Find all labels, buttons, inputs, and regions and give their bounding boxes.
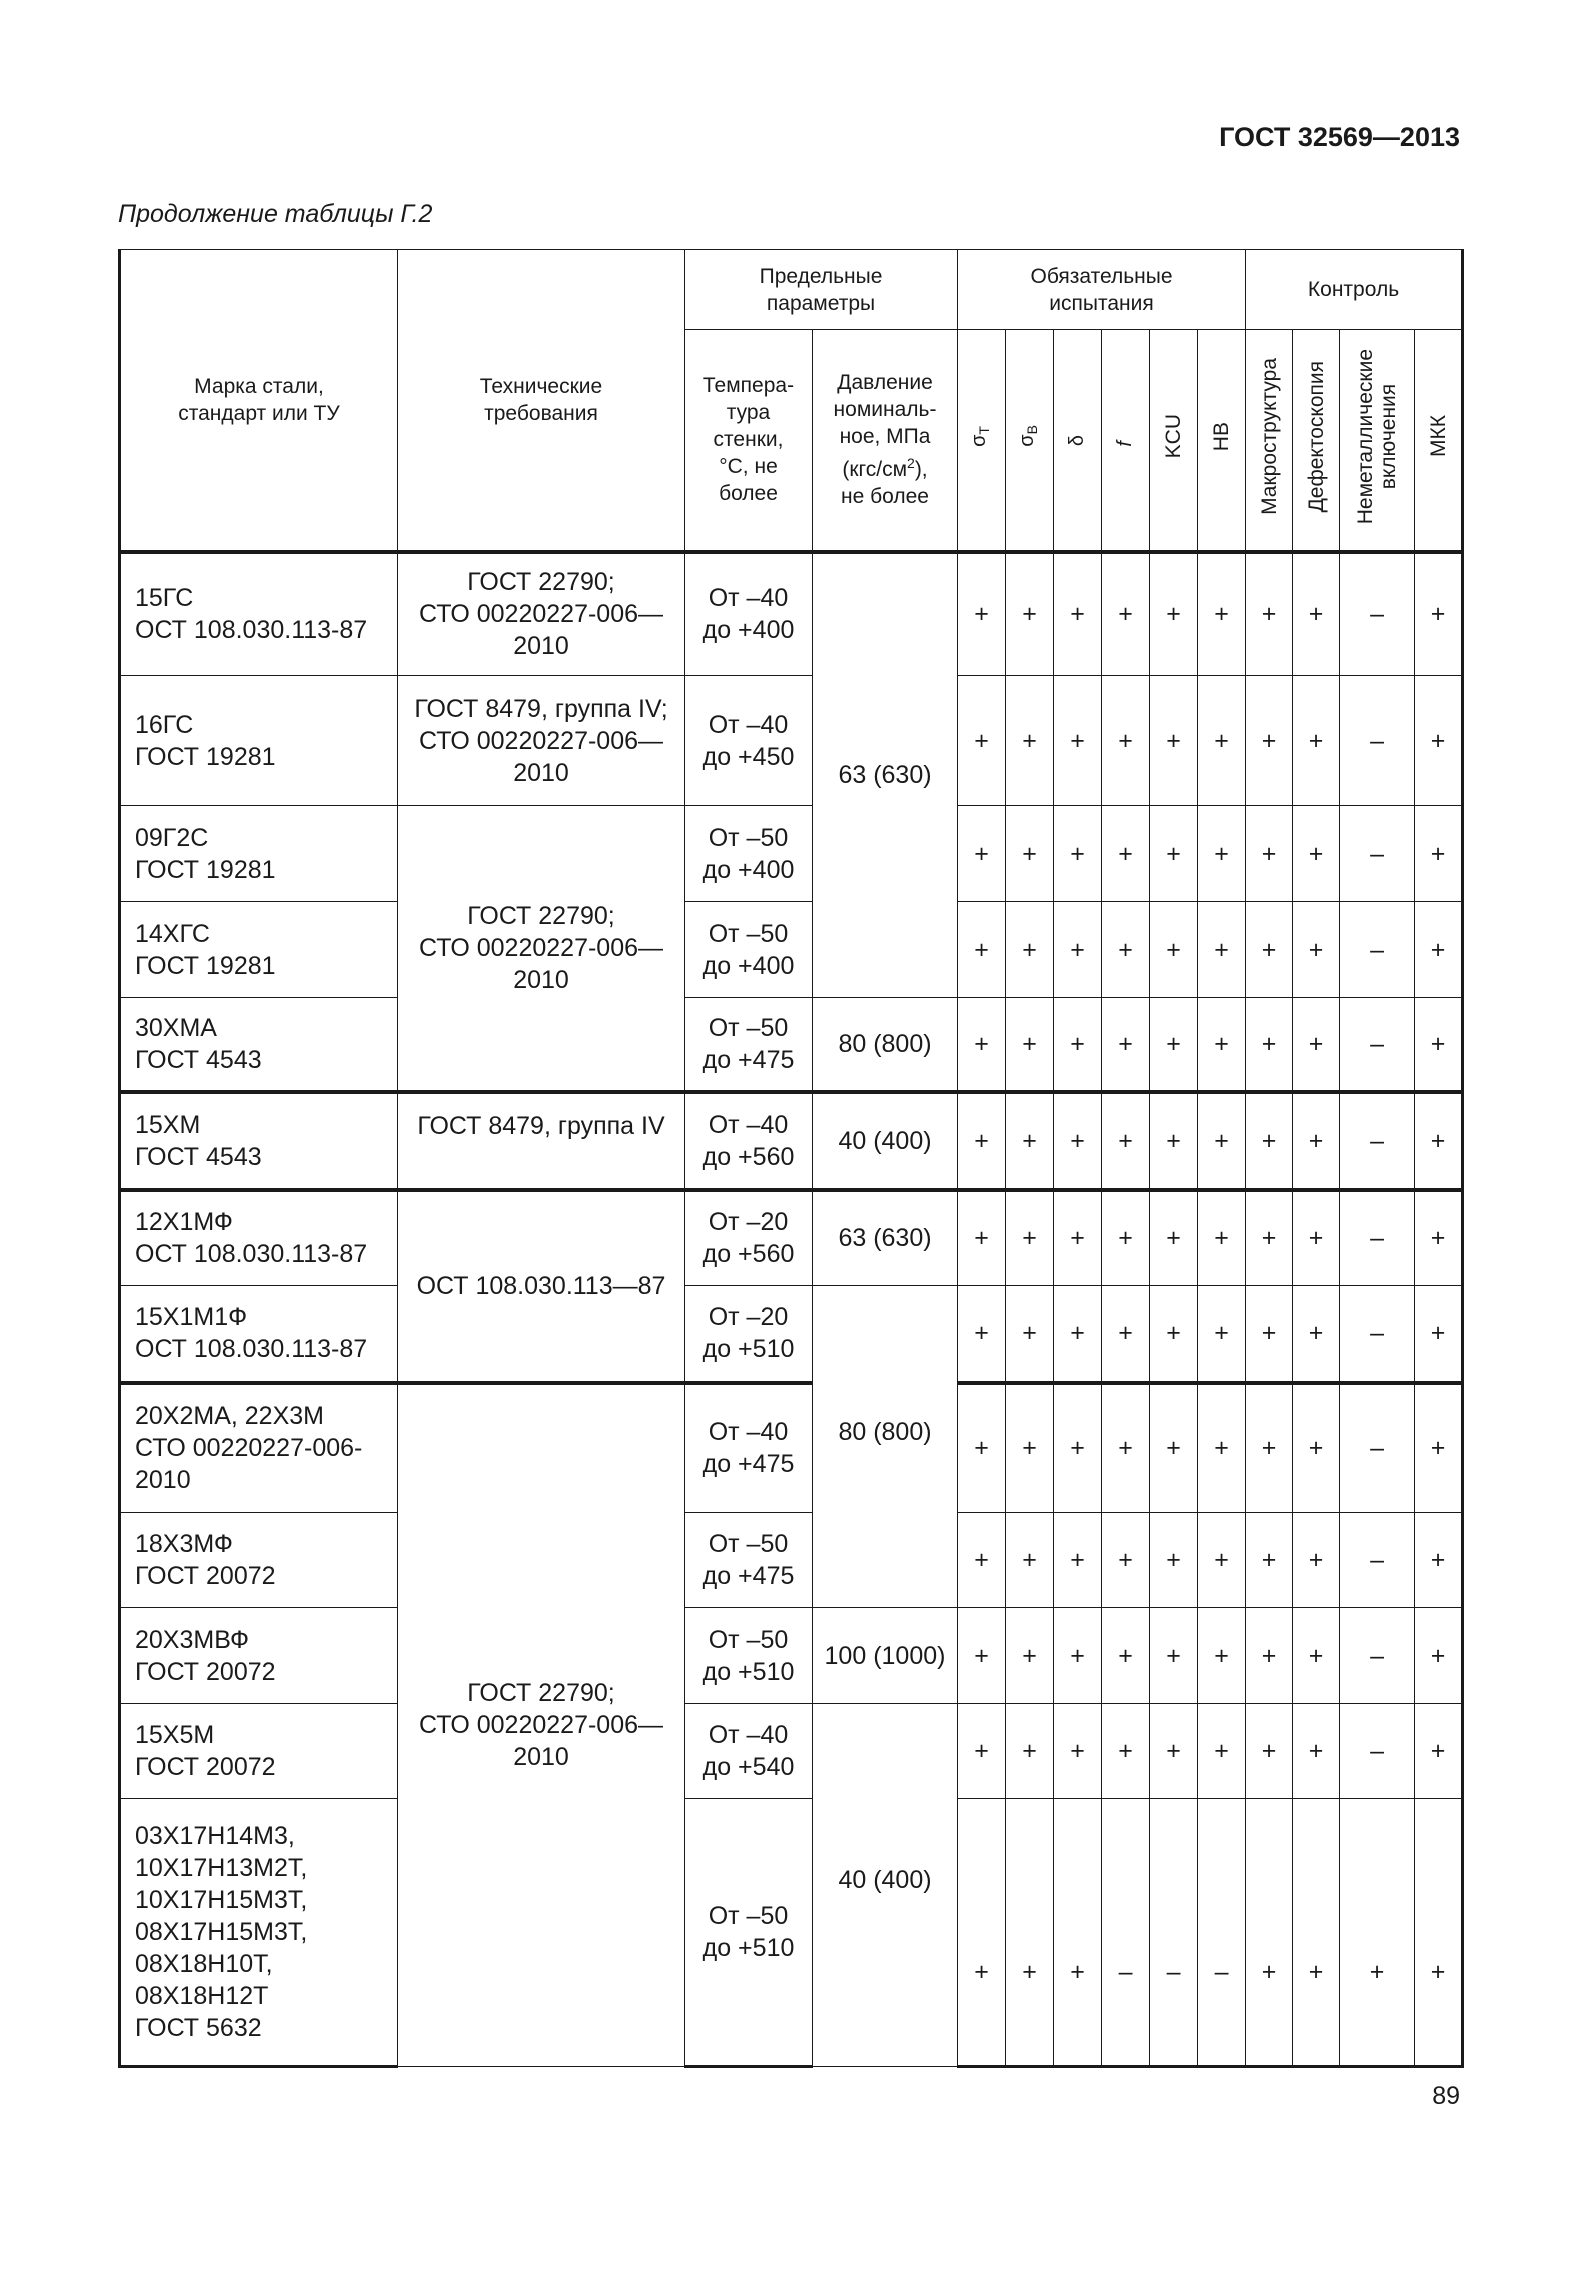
mkk-cell: + xyxy=(1415,1704,1463,1799)
nonmetal-cell: – xyxy=(1340,1286,1415,1383)
mkk-cell: + xyxy=(1415,806,1463,902)
tech-req-cell: ОСТ 108.030.113—87 xyxy=(398,1190,685,1383)
steel-grade-cell: 03Х17Н14М3, 10Х17Н13М2Т, 10Х17Н15М3Т, 08Х17Н15М3Т, 08Х18Н10Т, 08Х18Н12Т ГОСТ 5632 xyxy=(120,1799,398,2067)
defecto-cell: + xyxy=(1293,1383,1340,1513)
defecto-cell: + xyxy=(1293,806,1340,902)
sigma-t-cell: + xyxy=(958,552,1006,676)
delta-cell: + xyxy=(1054,1799,1102,2067)
tech-req-cell: ГОСТ 22790; СТО 00220227-006— 2010 xyxy=(398,806,685,1092)
hb-cell: + xyxy=(1198,806,1246,902)
tech-req-cell: ГОСТ 8479, группа IV; СТО 00220227-006— 2010 xyxy=(398,676,685,806)
sigma-v-cell: + xyxy=(1006,1799,1054,2067)
sigma-v-cell: + xyxy=(1006,1190,1054,1286)
table-row xyxy=(120,1383,1463,1513)
sigma-v-cell: + xyxy=(1006,902,1054,998)
table-row xyxy=(120,1092,1463,1190)
header-kcu: KCU xyxy=(1150,330,1198,552)
mkk-cell: + xyxy=(1415,1383,1463,1513)
header-steel-grade: Марка стали, стандарт или ТУ xyxy=(120,250,398,552)
hb-cell: + xyxy=(1198,1286,1246,1383)
sigma-t-cell: + xyxy=(958,1286,1006,1383)
header-wall-temperature: Темпера- тура стенки, °С, не более xyxy=(685,330,813,552)
sigma-t-cell: + xyxy=(958,998,1006,1092)
header-mkk: МКК xyxy=(1415,330,1463,552)
hb-cell: + xyxy=(1198,1383,1246,1513)
header-nonmetallic-inclusions: Неметаллические включения xyxy=(1340,330,1415,552)
macro-cell: + xyxy=(1246,1513,1293,1608)
nonmetal-cell: – xyxy=(1340,676,1415,806)
table-row xyxy=(120,1704,1463,1799)
nonmetal-cell: – xyxy=(1340,1608,1415,1704)
delta-cell: + xyxy=(1054,1190,1102,1286)
temperature-cell: От –50 до +475 xyxy=(685,1513,813,1608)
macro-cell: + xyxy=(1246,676,1293,806)
nonmetal-cell: – xyxy=(1340,1092,1415,1190)
sigma-t-cell: + xyxy=(958,1092,1006,1190)
f-cell: + xyxy=(1102,902,1150,998)
pressure-cell: 63 (630) xyxy=(813,1190,958,1286)
sigma-t-cell: + xyxy=(958,1608,1006,1704)
f-cell: + xyxy=(1102,1704,1150,1799)
f-cell: + xyxy=(1102,1286,1150,1383)
steel-grade-cell: 14ХГС ГОСТ 19281 xyxy=(120,902,398,998)
table-row xyxy=(120,1190,1463,1286)
macro-cell: + xyxy=(1246,1190,1293,1286)
hb-cell: + xyxy=(1198,1608,1246,1704)
kcu-cell: + xyxy=(1150,1383,1198,1513)
delta-cell: + xyxy=(1054,806,1102,902)
temperature-cell: От –40 до +540 xyxy=(685,1704,813,1799)
f-cell: + xyxy=(1102,806,1150,902)
hb-cell: + xyxy=(1198,1513,1246,1608)
defecto-cell: + xyxy=(1293,902,1340,998)
hb-cell: + xyxy=(1198,998,1246,1092)
header-nominal-pressure: Давление номиналь- ное, МПа $(кгс/см^2)$, не более xyxy=(813,330,958,552)
delta-cell: + xyxy=(1054,552,1102,676)
steel-grade-cell: 15ГС ОСТ 108.030.113-87 xyxy=(120,552,398,676)
header-defectoscopy: Дефектоскопия xyxy=(1293,330,1340,552)
mkk-cell: + xyxy=(1415,1092,1463,1190)
mkk-cell: + xyxy=(1415,676,1463,806)
header-sigma-t: $\sigma_Т$ xyxy=(958,330,1006,552)
sigma-t-cell: + xyxy=(958,676,1006,806)
defecto-cell: + xyxy=(1293,676,1340,806)
table-row xyxy=(120,998,1463,1092)
sigma-t-cell: + xyxy=(958,1704,1006,1799)
tech-req-cell: ГОСТ 8479, группа IV xyxy=(398,1092,685,1190)
mkk-cell: + xyxy=(1415,902,1463,998)
nonmetal-cell: – xyxy=(1340,902,1415,998)
sigma-v-cell: + xyxy=(1006,1286,1054,1383)
table-row xyxy=(120,806,1463,902)
sigma-v-cell: + xyxy=(1006,1383,1054,1513)
pressure-cell: 80 (800) xyxy=(813,998,958,1092)
nonmetal-cell: – xyxy=(1340,998,1415,1092)
nonmetal-cell: – xyxy=(1340,806,1415,902)
tech-req-cell: ГОСТ 22790; СТО 00220227-006— 2010 xyxy=(398,1383,685,2067)
temperature-cell: От –50 до +510 xyxy=(685,1799,813,2067)
kcu-cell: + xyxy=(1150,1513,1198,1608)
f-cell: + xyxy=(1102,1608,1150,1704)
sigma-t-cell: + xyxy=(958,902,1006,998)
page-number: 89 xyxy=(1432,2082,1460,2110)
kcu-cell: – xyxy=(1150,1799,1198,2067)
header-control: Контроль xyxy=(1246,250,1463,330)
mkk-cell: + xyxy=(1415,1286,1463,1383)
table-row xyxy=(120,1799,1463,2067)
sigma-t-cell: + xyxy=(958,806,1006,902)
delta-cell: + xyxy=(1054,998,1102,1092)
defecto-cell: + xyxy=(1293,1513,1340,1608)
macro-cell: + xyxy=(1246,902,1293,998)
f-cell: + xyxy=(1102,998,1150,1092)
hb-cell: – xyxy=(1198,1799,1246,2067)
temperature-cell: От –50 до +400 xyxy=(685,902,813,998)
macro-cell: + xyxy=(1246,1383,1293,1513)
sigma-v-cell: + xyxy=(1006,998,1054,1092)
header-limit-parameters: Предельные параметры xyxy=(685,250,958,330)
f-cell: + xyxy=(1102,1092,1150,1190)
macro-cell: + xyxy=(1246,1608,1293,1704)
f-cell: + xyxy=(1102,1190,1150,1286)
delta-cell: + xyxy=(1054,1383,1102,1513)
mkk-cell: + xyxy=(1415,998,1463,1092)
pressure-cell: 80 (800) xyxy=(813,1286,958,1608)
steel-grade-cell: 30ХМА ГОСТ 4543 xyxy=(120,998,398,1092)
sigma-t-cell: + xyxy=(958,1799,1006,2067)
steel-grade-cell: 15Х1М1Ф ОСТ 108.030.113-87 xyxy=(120,1286,398,1383)
hb-cell: + xyxy=(1198,552,1246,676)
delta-cell: + xyxy=(1054,676,1102,806)
macro-cell: + xyxy=(1246,552,1293,676)
temperature-cell: От –40 до +475 xyxy=(685,1383,813,1513)
steel-grade-cell: 20Х3МВФ ГОСТ 20072 xyxy=(120,1608,398,1704)
nonmetal-cell: – xyxy=(1340,1190,1415,1286)
f-cell: + xyxy=(1102,552,1150,676)
temperature-cell: От –40 до +560 xyxy=(685,1092,813,1190)
steel-grade-cell: 15Х5М ГОСТ 20072 xyxy=(120,1704,398,1799)
hb-cell: + xyxy=(1198,902,1246,998)
header-sigma-v: $\sigma_В$ xyxy=(1006,330,1054,552)
defecto-cell: + xyxy=(1293,1190,1340,1286)
tech-req-cell: ГОСТ 22790; СТО 00220227-006— 2010 xyxy=(398,552,685,676)
defecto-cell: + xyxy=(1293,1704,1340,1799)
delta-cell: + xyxy=(1054,1704,1102,1799)
header-macrostructure: Макроструктура xyxy=(1246,330,1293,552)
kcu-cell: + xyxy=(1150,1704,1198,1799)
sigma-v-cell: + xyxy=(1006,1608,1054,1704)
table-caption: Продолжение таблицы Г.2 xyxy=(118,200,433,228)
f-cell: + xyxy=(1102,676,1150,806)
delta-cell: + xyxy=(1054,1608,1102,1704)
header-hb: HB xyxy=(1198,330,1246,552)
hb-cell: + xyxy=(1198,1190,1246,1286)
kcu-cell: + xyxy=(1150,1608,1198,1704)
pressure-cell: 63 (630) xyxy=(813,552,958,998)
defecto-cell: + xyxy=(1293,1286,1340,1383)
hb-cell: + xyxy=(1198,1092,1246,1190)
macro-cell: + xyxy=(1246,1092,1293,1190)
sigma-v-cell: + xyxy=(1006,552,1054,676)
header-mandatory-tests: Обязательные испытания xyxy=(958,250,1246,330)
table-row xyxy=(120,552,1463,676)
table-row xyxy=(120,1513,1463,1608)
document-code: ГОСТ 32569—2013 xyxy=(1219,122,1460,152)
sigma-t-cell: + xyxy=(958,1383,1006,1513)
delta-cell: + xyxy=(1054,1092,1102,1190)
temperature-cell: От –50 до +475 xyxy=(685,998,813,1092)
sigma-v-cell: + xyxy=(1006,806,1054,902)
defecto-cell: + xyxy=(1293,998,1340,1092)
mkk-cell: + xyxy=(1415,1608,1463,1704)
delta-cell: + xyxy=(1054,1513,1102,1608)
macro-cell: + xyxy=(1246,1799,1293,2067)
sigma-t-cell: + xyxy=(958,1513,1006,1608)
macro-cell: + xyxy=(1246,806,1293,902)
nonmetal-cell: – xyxy=(1340,1383,1415,1513)
steel-grade-cell: 18Х3МФ ГОСТ 20072 xyxy=(120,1513,398,1608)
steel-grade-cell: 12Х1МФ ОСТ 108.030.113-87 xyxy=(120,1190,398,1286)
temperature-cell: От –20 до +560 xyxy=(685,1190,813,1286)
macro-cell: + xyxy=(1246,1286,1293,1383)
header-f: f xyxy=(1102,330,1150,552)
mkk-cell: + xyxy=(1415,1799,1463,2067)
sigma-v-cell: + xyxy=(1006,1092,1054,1190)
table-row xyxy=(120,676,1463,806)
f-cell: + xyxy=(1102,1383,1150,1513)
temperature-cell: От –20 до +510 xyxy=(685,1286,813,1383)
macro-cell: + xyxy=(1246,998,1293,1092)
table-row xyxy=(120,1286,1463,1383)
table-row xyxy=(120,1608,1463,1704)
sigma-t-cell: + xyxy=(958,1190,1006,1286)
kcu-cell: + xyxy=(1150,676,1198,806)
kcu-cell: + xyxy=(1150,1092,1198,1190)
kcu-cell: + xyxy=(1150,1190,1198,1286)
header-delta: δ xyxy=(1054,330,1102,552)
temperature-cell: От –50 до +510 xyxy=(685,1608,813,1704)
nonmetal-cell: – xyxy=(1340,1704,1415,1799)
steel-grade-cell: 15ХМ ГОСТ 4543 xyxy=(120,1092,398,1190)
f-cell: – xyxy=(1102,1799,1150,2067)
kcu-cell: + xyxy=(1150,552,1198,676)
steel-grade-cell: 09Г2С ГОСТ 19281 xyxy=(120,806,398,902)
steel-grade-cell: 20Х2МА, 22Х3М СТО 00220227-006- 2010 xyxy=(120,1383,398,1513)
pressure-cell: 40 (400) xyxy=(813,1704,958,2067)
defecto-cell: + xyxy=(1293,552,1340,676)
defecto-cell: + xyxy=(1293,1608,1340,1704)
temperature-cell: От –40 до +400 xyxy=(685,552,813,676)
hb-cell: + xyxy=(1198,676,1246,806)
sigma-v-cell: + xyxy=(1006,1513,1054,1608)
temperature-cell: От –40 до +450 xyxy=(685,676,813,806)
hb-cell: + xyxy=(1198,1704,1246,1799)
temperature-cell: От –50 до +400 xyxy=(685,806,813,902)
kcu-cell: + xyxy=(1150,998,1198,1092)
delta-cell: + xyxy=(1054,902,1102,998)
steel-requirements-table xyxy=(118,249,1464,2068)
kcu-cell: + xyxy=(1150,1286,1198,1383)
pressure-cell: 100 (1000) xyxy=(813,1608,958,1704)
steel-grade-cell: 16ГС ГОСТ 19281 xyxy=(120,676,398,806)
table-row xyxy=(120,902,1463,998)
kcu-cell: + xyxy=(1150,902,1198,998)
f-cell: + xyxy=(1102,1513,1150,1608)
delta-cell: + xyxy=(1054,1286,1102,1383)
nonmetal-cell: – xyxy=(1340,1513,1415,1608)
mkk-cell: + xyxy=(1415,1190,1463,1286)
defecto-cell: + xyxy=(1293,1799,1340,2067)
defecto-cell: + xyxy=(1293,1092,1340,1190)
pressure-cell: 40 (400) xyxy=(813,1092,958,1190)
header-tech-requirements: Технические требования xyxy=(398,250,685,552)
nonmetal-cell: + xyxy=(1340,1799,1415,2067)
sigma-v-cell: + xyxy=(1006,676,1054,806)
nonmetal-cell: – xyxy=(1340,552,1415,676)
mkk-cell: + xyxy=(1415,552,1463,676)
sigma-v-cell: + xyxy=(1006,1704,1054,1799)
kcu-cell: + xyxy=(1150,806,1198,902)
mkk-cell: + xyxy=(1415,1513,1463,1608)
macro-cell: + xyxy=(1246,1704,1293,1799)
